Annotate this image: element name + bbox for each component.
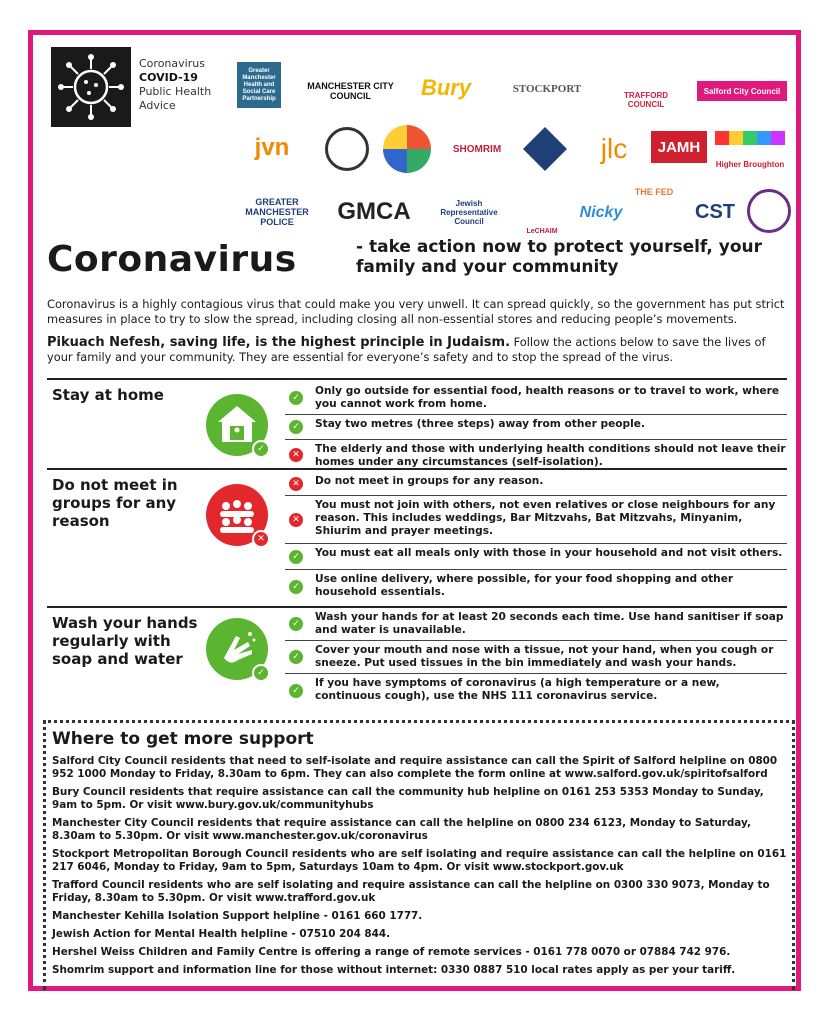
list-item: ✓ Wash your hands for at least 20 seconds each time. Use hand sanitiser if soap and water is unavailable.: [285, 608, 787, 641]
support-item-salford: Salford City Council residents that need to self-isolate and require assistance can call the Spirit of Salford helpline on 0800 952 1000 Monday to Friday, 8.30am to 6pm. They can also complete the form online at www.salford.gov.uk/spiritofsalford: [52, 755, 778, 780]
logo-gmca: GMCA: [337, 198, 411, 225]
house-icon: [206, 394, 268, 456]
section-wash-hands: [47, 606, 787, 716]
support-item-stockport: Stockport Metropolitan Borough Council residents who are self isolating and require assistance can call the helpline on 0161 217 6046, Monday to Friday, 9am to 5pm, Saturdays 10am to 4pm. Or visit www.stockport.gov.uk: [52, 848, 787, 873]
check-icon: ✓: [289, 617, 303, 631]
intro-paragraph: Coronavirus is a highly contagious virus that could make you very unwell. It can spread quickly, so the government has put strict measures in place to try to slow the spread, including closing all non-essential stores and reducing people’s movements.: [47, 297, 785, 326]
support-title: Where to get more support: [52, 729, 314, 749]
covid-19-label: COVID-19: [139, 71, 198, 84]
list-item: ✕ Do not meet in groups for any reason.: [285, 472, 787, 496]
logo-gm-police: GREATER MANCHESTER POLICE: [245, 197, 309, 227]
covid-label: Coronavirus: [139, 57, 205, 70]
list-item: ✕ You must not join with others, not even relatives or close neighbours for any reason. This includes weddings, Bar Mitzvahs, Bat Mitzvahs, Minyanim, Shiurim and prayer meetings.: [285, 496, 787, 544]
list-item: ✕ The elderly and those with underlying health conditions should not leave their homes under any circumstances (self-isolation).: [285, 440, 787, 470]
page-frame: [28, 30, 801, 991]
logo-nicky: Nicky: [579, 204, 623, 221]
cross-icon: ✕: [289, 477, 303, 491]
section-title: Stay at home: [52, 386, 164, 404]
cross-icon: ✕: [252, 530, 270, 548]
logo-emblem-2: [383, 125, 431, 173]
page-subtitle: - take action now to protect yourself, your family and your community: [356, 237, 763, 277]
pikuach-nefesh-text: Follow the actions below to save the lives of your family and your community. They are essential for everyone’s safety and to stop the spread of the virus.: [47, 335, 766, 364]
check-icon: ✓: [252, 440, 270, 458]
check-icon: ✓: [289, 550, 303, 564]
logo-manchester: MANCHESTER CITY COUNCIL: [307, 81, 394, 101]
section-title: Wash your hands regularly with soap and water: [52, 614, 198, 668]
list-item: ✓ Cover your mouth and nose with a tissue, not your hand, when you cough or sneeze. Put used tissues in the bin immediately and wash your hands.: [285, 641, 787, 674]
logo-trafford: TRAFFORD COUNCIL: [624, 91, 668, 109]
logo-cst: CST: [695, 200, 735, 223]
logo-jamh: JAMH: [651, 131, 707, 163]
row-list: [285, 608, 787, 708]
covid-advice-block: [51, 47, 251, 127]
logo-badge: [523, 127, 567, 171]
group-icon: [206, 484, 268, 546]
logo-jlc: jlc: [600, 133, 628, 164]
logo-jvn: jvn: [254, 134, 290, 161]
hand-wash-icon: [206, 618, 268, 680]
support-item-jamh: Jewish Action for Mental Health helpline - 07510 204 844.: [52, 928, 391, 940]
support-item-manchester: Manchester City Council residents that require assistance can call the helpline on 0800 234 6123, Monday to Saturday, 8.30am to 5.30pm. Or visit www.manchester.gov.uk/coronavirus: [52, 817, 751, 842]
support-item-hershel-weiss: Hershel Weiss Children and Family Centre is offering a range of remote services - 0161 778 0070 or 07884 742 976.: [52, 946, 731, 958]
cross-icon: ✕: [289, 513, 303, 527]
section-stay-at-home: [47, 378, 787, 470]
support-box: [43, 720, 795, 990]
logo-circle: [747, 189, 791, 233]
check-icon: ✓: [289, 391, 303, 405]
check-icon: ✓: [289, 420, 303, 434]
check-icon: ✓: [289, 580, 303, 594]
page-title: Coronavirus: [47, 239, 297, 280]
logo-salford: Salford City Council: [697, 81, 787, 101]
section-title: Do not meet in groups for any reason: [52, 476, 178, 530]
list-item: ✓ If you have symptoms of coronavirus (a high temperature or a new, continuous cough), use the NHS 111 coronavirus service.: [285, 674, 787, 708]
logo-emblem-1: [325, 127, 369, 171]
support-item-trafford: Trafford Council residents who are self isolating and require assistance can call the helpline on 0300 330 9073, Monday to Friday, 8.30am to 5.30pm. Or visit www.trafford.gov.uk: [52, 879, 770, 904]
support-item-shomrim: Shomrim support and information line for those without internet: 0330 0887 510 local rates apply as per your tariff.: [52, 964, 736, 976]
covid-advice-text: [139, 57, 211, 113]
support-item-kehilla: Manchester Kehilla Isolation Support helpline - 0161 660 1777.: [52, 910, 423, 922]
logo-greater-manchester: Greater Manchester Health and Social Care Partnership: [237, 62, 281, 108]
check-icon: ✓: [252, 664, 270, 682]
list-item: ✓ Use online delivery, where possible, for your food shopping and other household essentials.: [285, 570, 787, 604]
section-no-groups: [47, 468, 787, 608]
check-icon: ✓: [289, 650, 303, 664]
support-item-bury: Bury Council residents that require assistance can call the community hub helpline on 0161 253 5353 Monday to Sunday, 9am to 5pm. Or visit www.bury.gov.uk/communityhubs: [52, 786, 764, 811]
list-item: ✓ Stay two metres (three steps) away from other people.: [285, 415, 787, 440]
list-item: ✓ Only go outside for essential food, health reasons or to travel to work, where you cannot work from home.: [285, 382, 787, 415]
public-health-label: Public Health: [139, 85, 212, 98]
logo-bury: Bury: [420, 75, 472, 100]
cross-icon: ✕: [289, 448, 303, 462]
row-list: [285, 472, 787, 604]
logo-hershel-weiss: Higher Broughton: [715, 131, 785, 169]
advice-label: Advice: [139, 99, 176, 112]
support-list: [52, 755, 788, 982]
logo-jewish-rep-council: Jewish Representative Council: [440, 198, 498, 226]
pikuach-nefesh-lead: Pikuach Nefesh, saving life, is the highest principle in Judaism.: [47, 335, 511, 350]
logo-stockport: STOCKPORT: [512, 83, 582, 95]
row-list: [285, 382, 787, 470]
logo-fed: THE FED: [634, 187, 674, 197]
list-item: ✓ You must eat all meals only with those in your household and not visit others.: [285, 544, 787, 570]
check-icon: ✓: [289, 684, 303, 698]
virus-icon: [51, 47, 131, 127]
pikuach-nefesh-paragraph: [47, 335, 787, 365]
logo-shomrim: SHOMRIM: [452, 143, 502, 155]
logo-lechaim: LeCHAIM: [526, 228, 558, 235]
